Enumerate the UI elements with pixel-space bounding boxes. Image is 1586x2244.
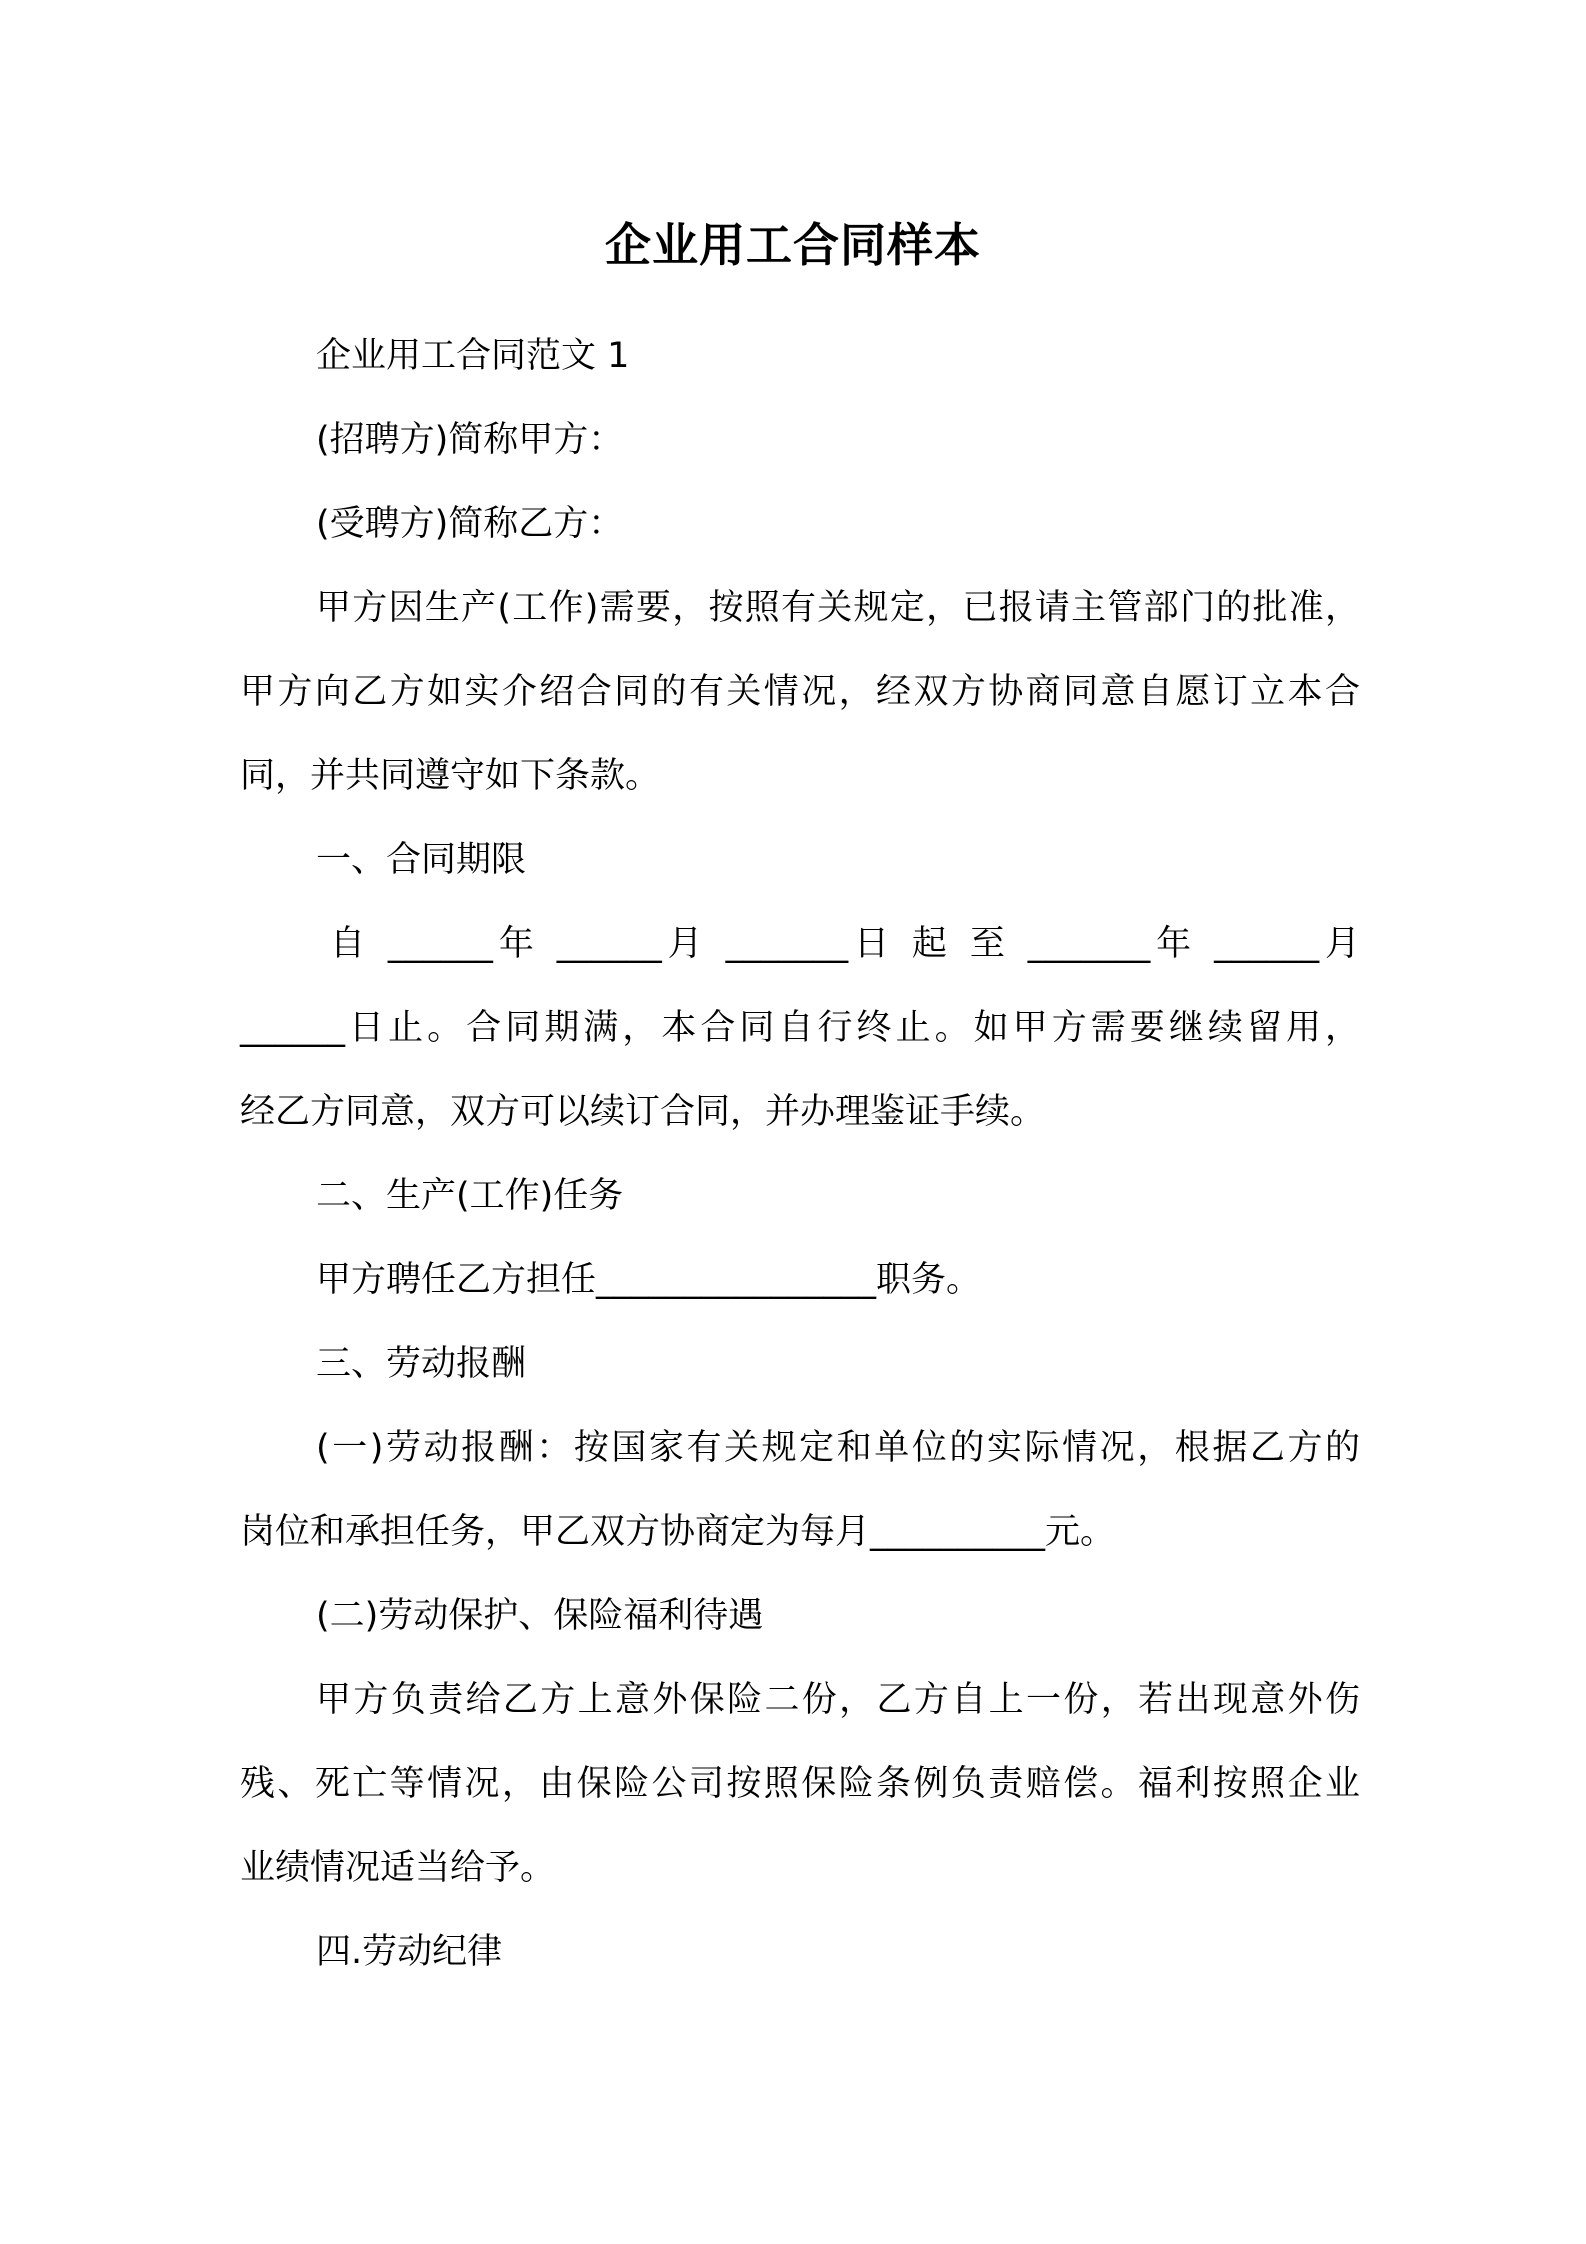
term-clause-line: 经乙方同意，双方可以续订合同，并办理鉴证手续。	[240, 1092, 1046, 1132]
employer-label: (招聘方)简称甲方：	[316, 420, 624, 460]
preamble-line: 同，并共同遵守如下条款。	[240, 756, 661, 796]
term-clause-line: ______日止。合同期满，本合同自行终止。如甲方需要继续留用，	[240, 1008, 1360, 1048]
section-heading-term: 一、合同期限	[316, 840, 527, 880]
insurance-clause-line: 业绩情况适当给予。	[240, 1848, 556, 1888]
pay-clause-line: (一)劳动报酬：按国家有关规定和单位的实际情况，根据乙方的	[316, 1428, 1360, 1468]
insurance-clause-line: 残、死亡等情况，由保险公司按照保险条例负责赔偿。福利按照企业	[240, 1764, 1360, 1804]
section-heading-task: 二、生产(工作)任务	[316, 1176, 624, 1216]
insurance-clause-line: 甲方负责给乙方上意外保险二份，乙方自上一份，若出现意外伤	[316, 1680, 1360, 1720]
pay-clause-line: 岗位和承担任务，甲乙双方协商定为每月__________元。	[240, 1512, 1116, 1552]
section-heading-discipline: 四.劳动纪律	[316, 1932, 503, 1972]
document-title: 企业用工合同样本	[605, 218, 981, 272]
task-clause-line: 甲方聘任乙方担任________________职务。	[316, 1260, 982, 1300]
preamble-line: 甲方向乙方如实介绍合同的有关情况，经双方协商同意自愿订立本合	[240, 672, 1360, 712]
term-clause-line: 自 ______年 ______月 _______日 起 至 _______年 ______月	[330, 924, 1360, 964]
subsection-heading-insurance: (二)劳动保护、保险福利待遇	[316, 1596, 764, 1636]
section-heading-pay: 三、劳动报酬	[316, 1344, 527, 1384]
employee-label: (受聘方)简称乙方：	[316, 504, 624, 544]
contract-sample-heading: 企业用工合同范文 1	[316, 336, 630, 376]
preamble-line: 甲方因生产(工作)需要，按照有关规定，已报请主管部门的批准，	[316, 588, 1360, 628]
